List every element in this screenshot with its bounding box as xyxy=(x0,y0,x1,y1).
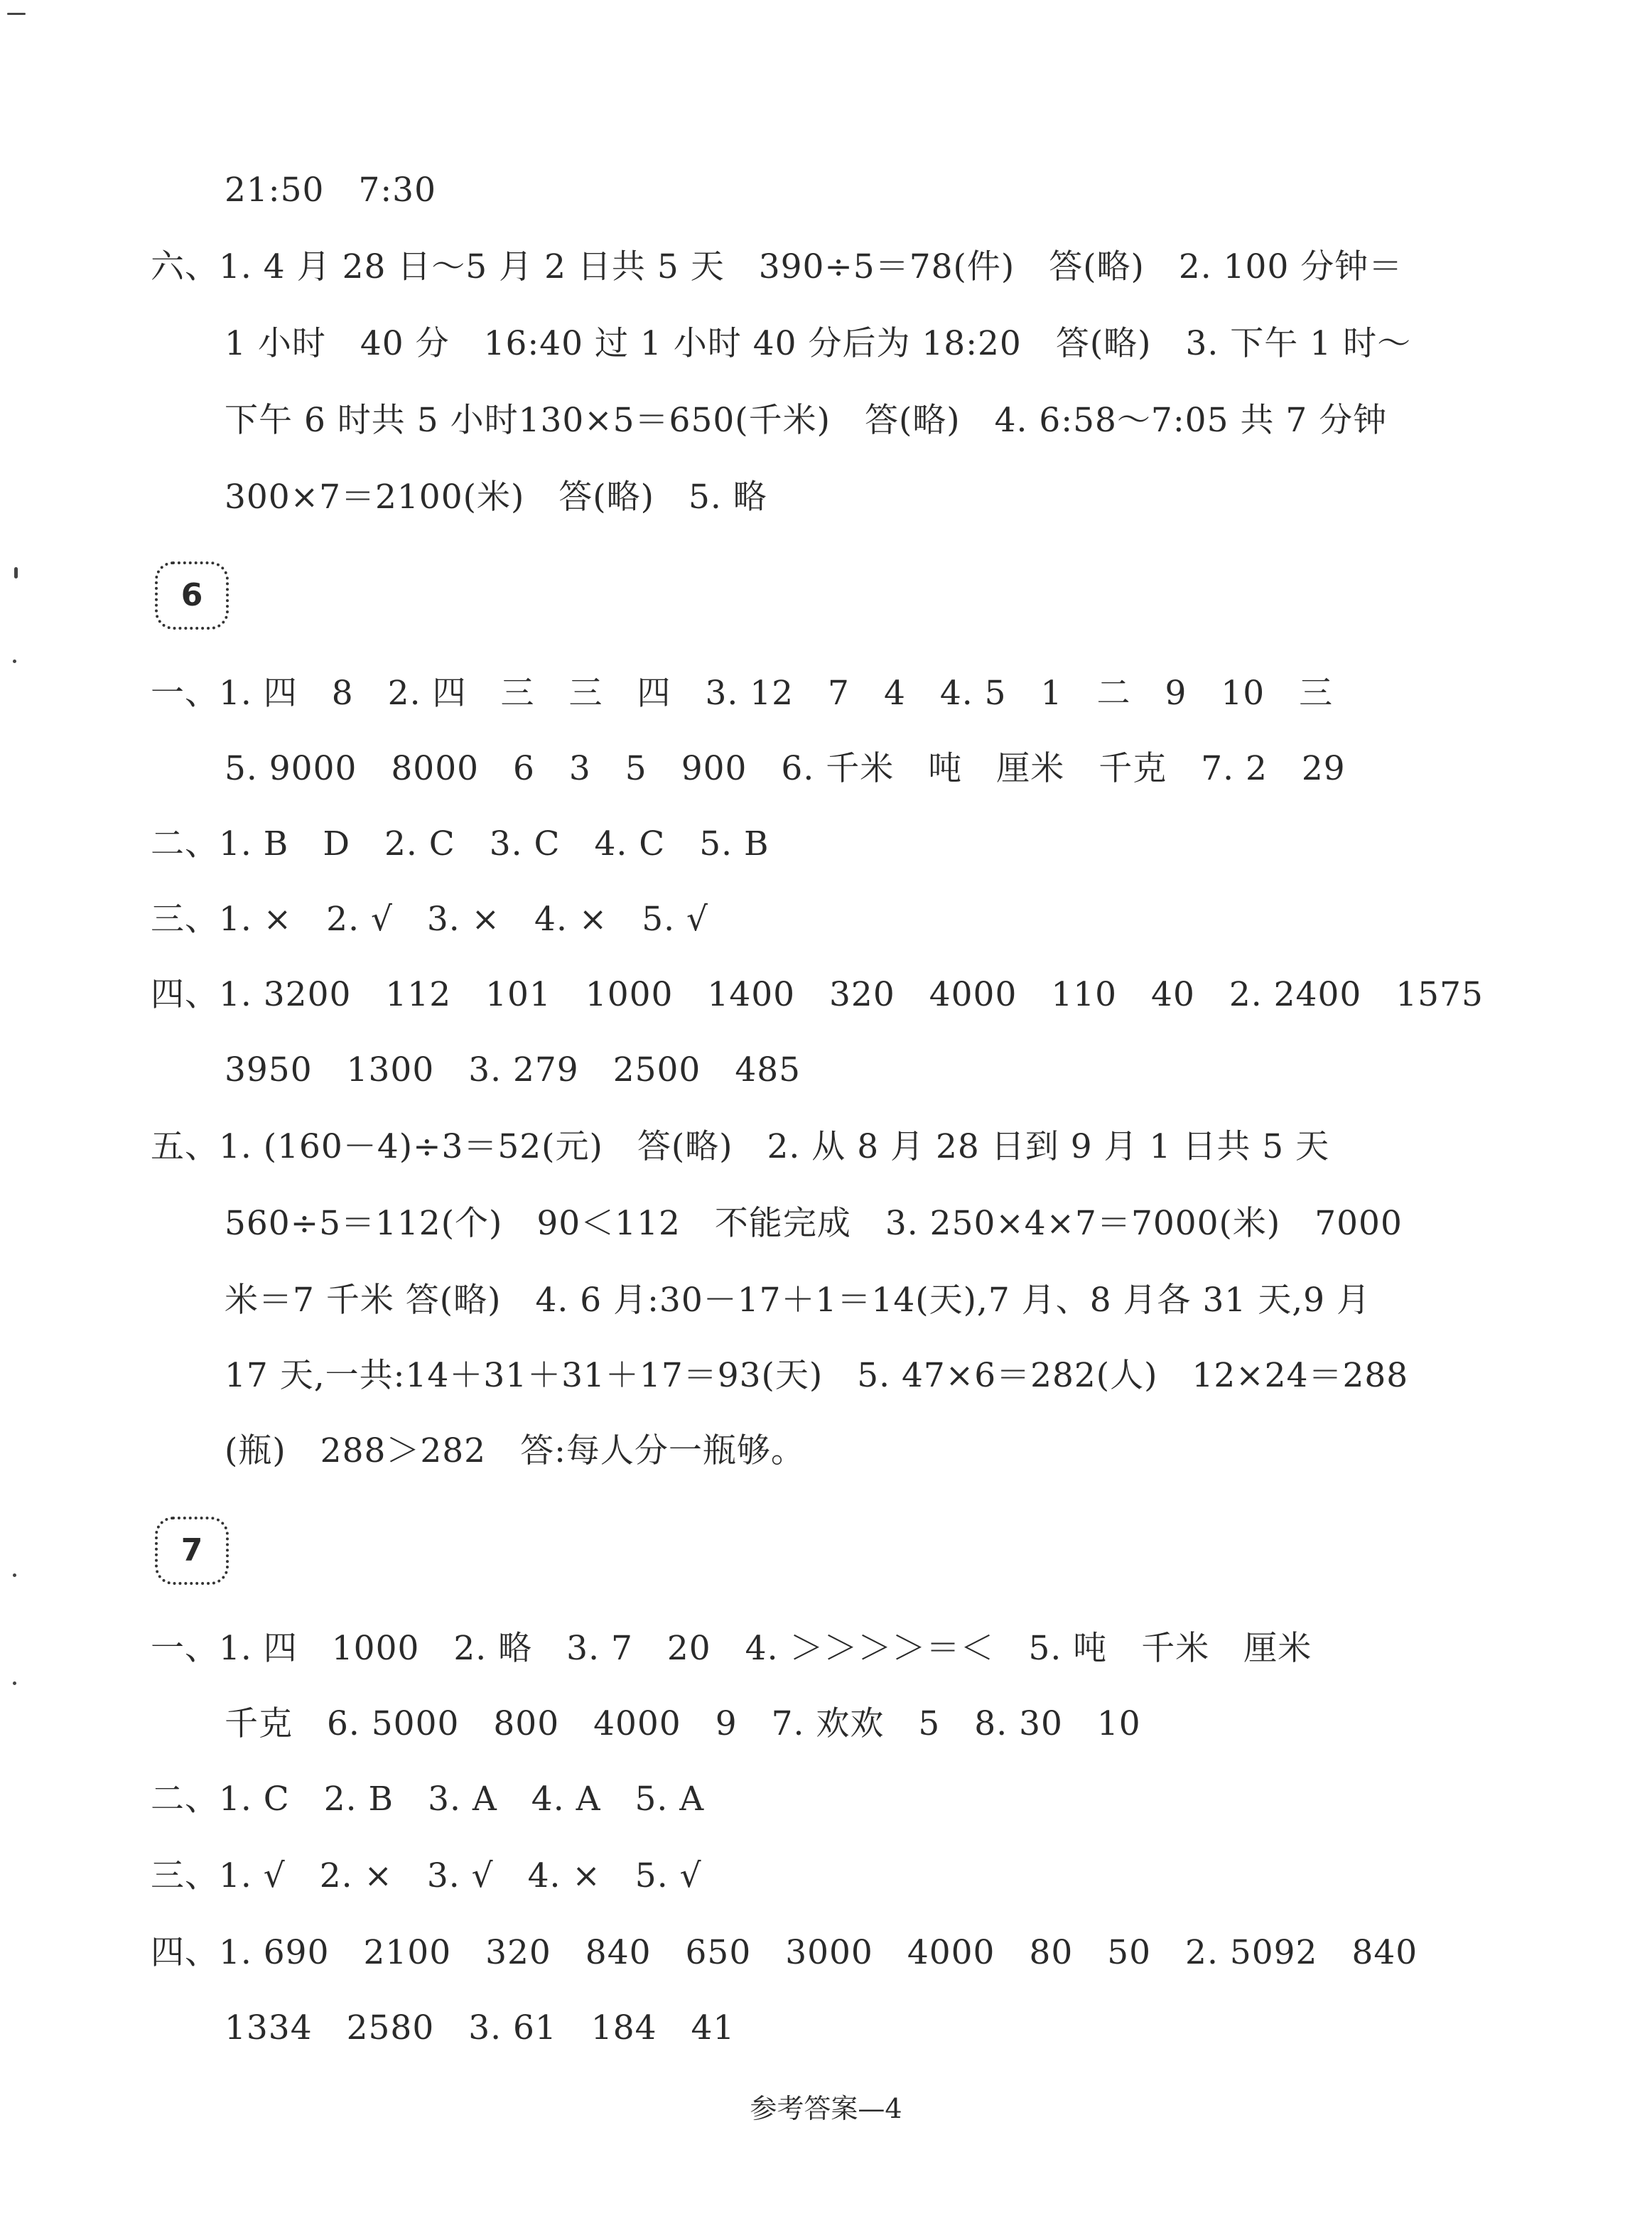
text-line: 五、1. (160－4)÷3＝52(元) 答(略) 2. 从 8 月 28 日到 9 月 1 日共 5 天 xyxy=(151,1127,1330,1166)
text-line: 二、1. B D 2. C 3. C 4. C 5. B xyxy=(151,824,770,863)
text-line: 四、1. 690 2100 320 840 650 3000 4000 80 50 2. 5092 840 xyxy=(151,1933,1418,1972)
text-line: 300×7＝2100(米) 答(略) 5. 略 xyxy=(225,478,767,517)
text-line: 560÷5＝112(个) 90＜112 不能完成 3. 250×4×7＝7000(米) 7000 xyxy=(225,1204,1403,1243)
text-line: 17 天,一共:14＋31＋31＋17＝93(天) 5. 47×6＝282(人) 12×24＝288 xyxy=(225,1356,1409,1395)
text-line: (瓶) 288＞282 答:每人分一瓶够。 xyxy=(225,1431,805,1470)
text-line: 一、1. 四 8 2. 四 三 三 四 3. 12 7 4 4. 5 1 二 9 10 三 xyxy=(151,674,1334,713)
text-line: 1 小时 40 分 16:40 过 1 小时 40 分后为 18:20 答(略) 3. 下午 1 时～ xyxy=(225,324,1412,363)
text-line: 三、1. √ 2. × 3. √ 4. × 5. √ xyxy=(151,1856,702,1895)
scan-mark xyxy=(13,660,16,663)
text-line: 四、1. 3200 112 101 1000 1400 320 4000 110 40 2. 2400 1575 xyxy=(151,975,1484,1014)
text-line: 一、1. 四 1000 2. 略 3. 7 20 4. ＞＞＞＞＝＜ 5. 吨 千米 厘米 xyxy=(151,1629,1312,1668)
text-line: 米＝7 千米 答(略) 4. 6 月:30－17＋1＝14(天),7 月、8 月各 31 天,9 月 xyxy=(225,1281,1371,1320)
text-line: 21:50 7:30 xyxy=(225,171,436,210)
section-badge-6: 6 xyxy=(155,561,229,630)
scan-mark xyxy=(7,13,26,15)
scan-mark xyxy=(14,567,18,578)
text-line: 三、1. × 2. √ 3. × 4. × 5. √ xyxy=(151,900,708,939)
section-badge-7: 7 xyxy=(155,1517,229,1585)
scan-mark xyxy=(13,1681,16,1685)
scan-mark xyxy=(13,1573,16,1577)
text-line: 六、1. 4 月 28 日～5 月 2 日共 5 天 390÷5＝78(件) 答(略) 2. 100 分钟＝ xyxy=(151,247,1403,286)
page-footer: 参考答案—4 xyxy=(750,2093,902,2124)
text-line: 千克 6. 5000 800 4000 9 7. 欢欢 5 8. 30 10 xyxy=(225,1704,1141,1743)
text-line: 1334 2580 3. 61 184 41 xyxy=(225,2008,735,2047)
text-line: 下午 6 时共 5 小时130×5＝650(千米) 答(略) 4. 6:58～7:05 共 7 分钟 xyxy=(225,401,1388,440)
text-line: 5. 9000 8000 6 3 5 900 6. 千米 吨 厘米 千克 7. 2 29 xyxy=(225,749,1346,788)
text-line: 二、1. C 2. B 3. A 4. A 5. A xyxy=(151,1780,705,1819)
text-line: 3950 1300 3. 279 2500 485 xyxy=(225,1050,801,1089)
